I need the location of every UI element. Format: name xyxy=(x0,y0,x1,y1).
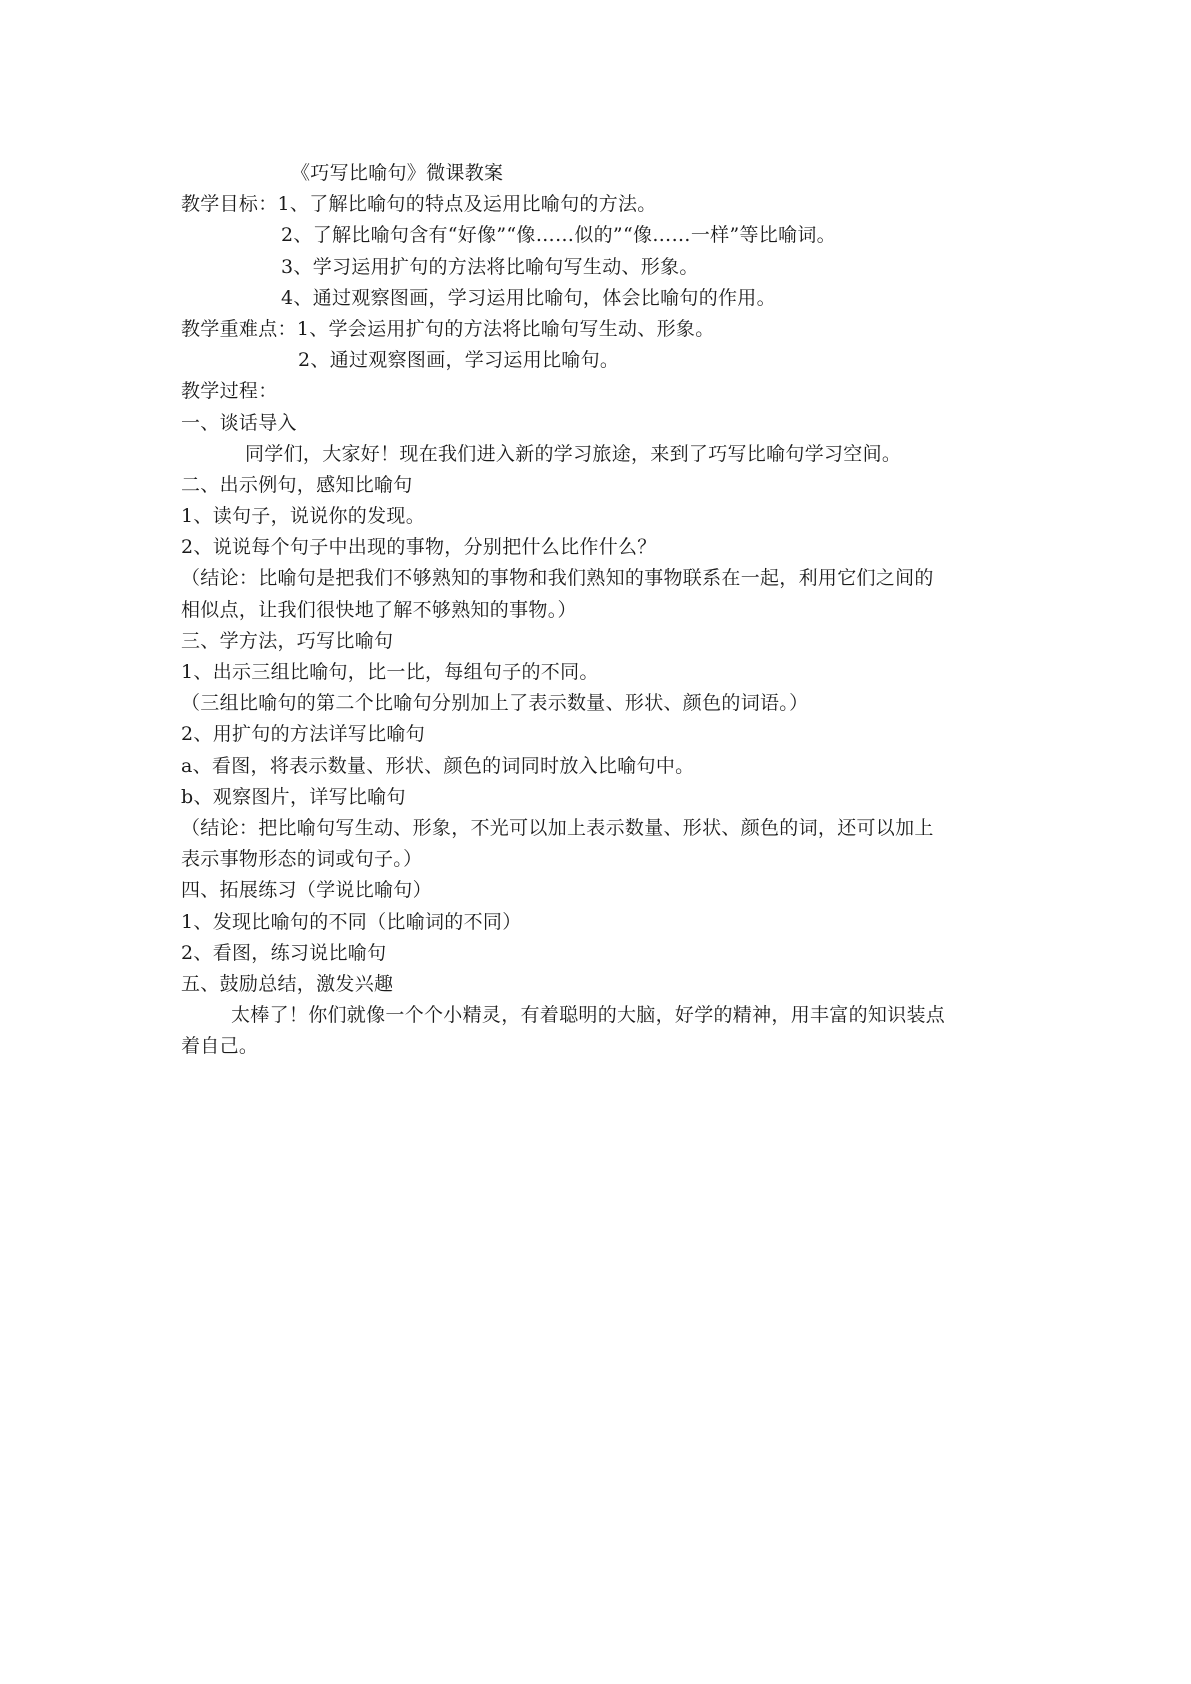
document-title: 《巧写比喻句》微课教案 xyxy=(291,162,504,184)
paragraph-line: 着自己。 xyxy=(181,1035,259,1058)
goal-item: 1、了解比喻句的特点及运用比喻句的方法。 xyxy=(277,193,657,216)
paragraph-line: a、看图，将表示数量、形状、颜色的词同时放入比喻句中。 xyxy=(181,754,695,777)
paragraph-line: 1、发现比喻句的不同（比喻词的不同） xyxy=(181,910,522,933)
goal-item: 2、了解比喻句含有“好像”“像……似的”“像……一样”等比喻词。 xyxy=(281,224,836,247)
process-label: 教学过程： xyxy=(181,380,278,403)
paragraph-line: 同学们，大家好！现在我们进入新的学习旅途，来到了巧写比喻句学习空间。 xyxy=(245,442,902,465)
key-point-line-1 xyxy=(181,314,1021,345)
section-heading: 四、拓展练习（学说比喻句） xyxy=(181,879,432,902)
goal-line-1 xyxy=(181,189,1021,220)
paragraph-line: 1、读句子，说说你的发现。 xyxy=(181,505,425,528)
paragraph-line: （三组比喻句的第二个比喻句分别加上了表示数量、形状、颜色的词语。） xyxy=(181,692,809,715)
document-body xyxy=(181,158,1021,1062)
goals-label: 教学目标： xyxy=(181,193,278,216)
key-points-label: 教学重难点： xyxy=(181,317,297,340)
section-heading: 二、出示例句，感知比喻句 xyxy=(181,473,413,496)
paragraph-line: （结论：比喻句是把我们不够熟知的事物和我们熟知的事物联系在一起，利用它们之间的 xyxy=(181,567,934,590)
paragraph-line: 2、用扩句的方法详写比喻句 xyxy=(181,723,425,746)
paragraph-line: （结论：把比喻句写生动、形象，不光可以加上表示数量、形状、颜色的词，还可以加上 xyxy=(181,816,934,839)
goal-item: 4、通过观察图画，学习运用比喻句，体会比喻句的作用。 xyxy=(281,286,776,309)
goal-item: 3、学习运用扩句的方法将比喻句写生动、形象。 xyxy=(281,255,699,278)
section-heading: 一、谈话导入 xyxy=(181,411,297,434)
key-point-item: 2、通过观察图画，学习运用比喻句。 xyxy=(298,349,620,372)
paragraph-line: 2、看图，练习说比喻句 xyxy=(181,941,387,964)
section-heading: 三、学方法，巧写比喻句 xyxy=(181,629,394,652)
paragraph-line: 1、出示三组比喻句，比一比，每组句子的不同。 xyxy=(181,661,599,683)
section-heading: 五、鼓励总结，激发兴趣 xyxy=(181,972,394,995)
paragraph-line: 太棒了！你们就像一个个小精灵，有着聪明的大脑，好学的精神，用丰富的知识装点 xyxy=(231,1004,946,1027)
paragraph-line: 2、说说每个句子中出现的事物，分别把什么比作什么？ xyxy=(181,536,657,559)
paragraph-line: 相似点，让我们很快地了解不够熟知的事物。） xyxy=(181,598,577,621)
key-point-item: 1、学会运用扩句的方法将比喻句写生动、形象。 xyxy=(296,317,715,340)
paragraph-line: b、观察图片，详写比喻句 xyxy=(181,785,406,808)
paragraph-line: 表示事物形态的词或句子。） xyxy=(181,848,423,871)
